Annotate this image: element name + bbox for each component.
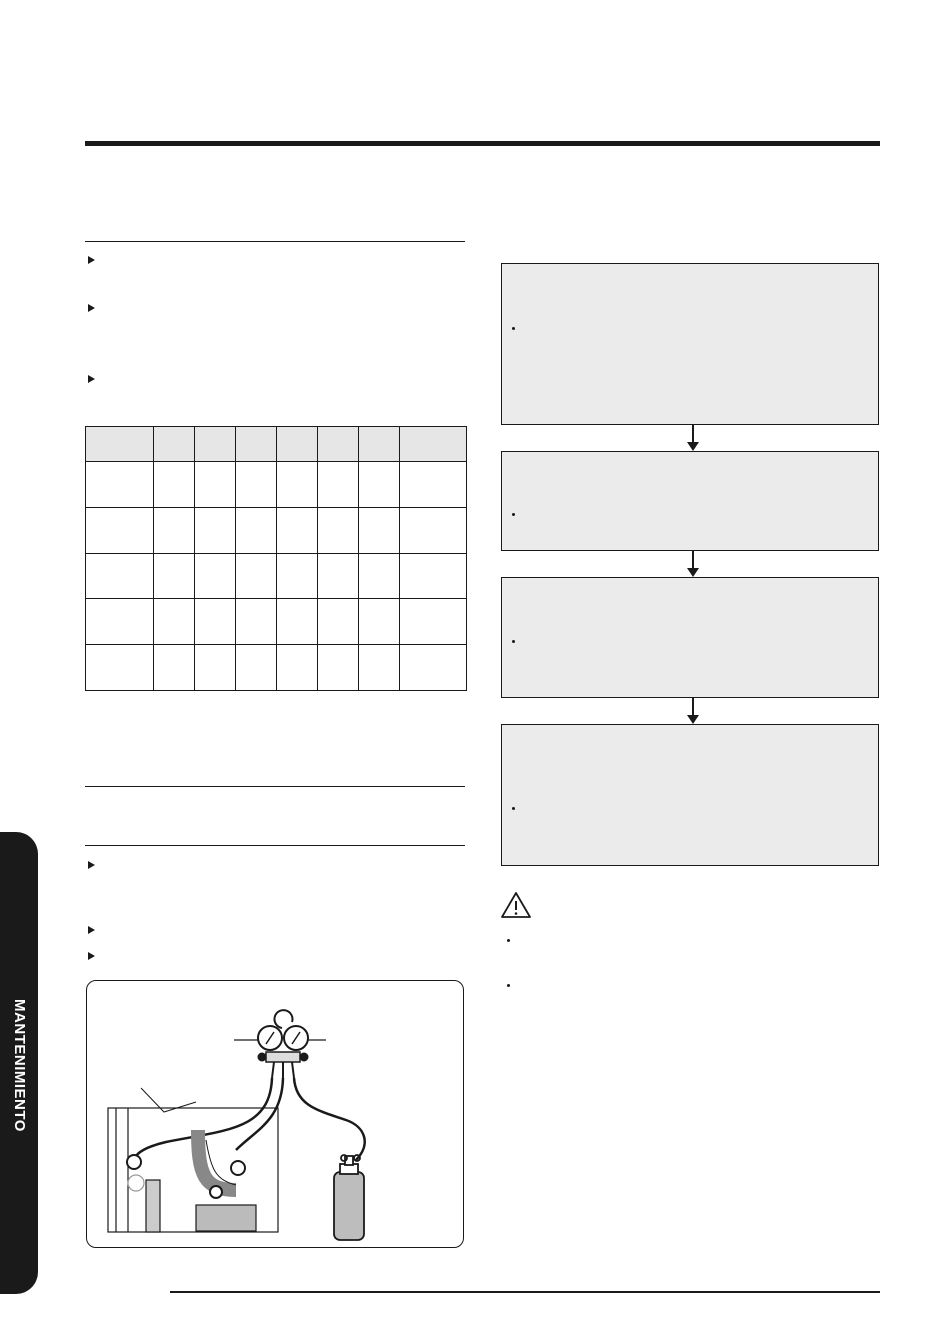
- bullet-arrow-icon: [88, 256, 95, 264]
- warning-triangle-icon: [500, 891, 532, 919]
- bullet-dot-icon: [507, 939, 510, 942]
- manifold-gauge-icon: [234, 1010, 326, 1078]
- table-row: [86, 645, 467, 691]
- bullet-arrow-icon: [88, 304, 95, 312]
- unit-body: [108, 1088, 278, 1232]
- refrigerant-cylinder-icon: [334, 1155, 364, 1240]
- table-row: [86, 507, 467, 553]
- bullet-arrow-icon: [88, 952, 95, 960]
- bullet-dot-icon: [512, 327, 515, 330]
- section-rule-2: [85, 786, 465, 787]
- arrow-down-icon: [687, 442, 699, 451]
- table-row: [86, 462, 467, 508]
- flow-step-1: [501, 263, 879, 425]
- flow-step-4: [501, 724, 879, 866]
- hose-lines: [134, 1078, 365, 1162]
- flow-arrow-line: [692, 551, 694, 569]
- section-rule-1: [85, 241, 465, 242]
- footer-rule: [170, 1291, 880, 1293]
- refrigerant-charging-diagram: [86, 980, 464, 1248]
- table-header-row: [86, 427, 467, 462]
- bullet-dot-icon: [512, 640, 515, 643]
- bullet-dot-icon: [512, 513, 515, 516]
- flow-arrow-line: [692, 425, 694, 443]
- top-header-rule: [85, 141, 880, 146]
- table-row: [86, 553, 467, 599]
- flow-step-2: [501, 451, 879, 551]
- bullet-arrow-icon: [88, 375, 95, 383]
- side-tab-label: MANTENIMIENTO: [10, 998, 28, 1132]
- section-rule-3: [85, 845, 465, 846]
- bullet-dot-icon: [507, 984, 510, 987]
- flow-step-3: [501, 577, 879, 698]
- arrow-down-icon: [687, 715, 699, 724]
- bullet-dot-icon: [512, 807, 515, 810]
- arrow-down-icon: [687, 568, 699, 577]
- bullet-arrow-icon: [88, 926, 95, 934]
- bullet-arrow-icon: [88, 861, 95, 869]
- table-row: [86, 599, 467, 645]
- flow-arrow-line: [692, 698, 694, 716]
- data-table: [85, 426, 467, 691]
